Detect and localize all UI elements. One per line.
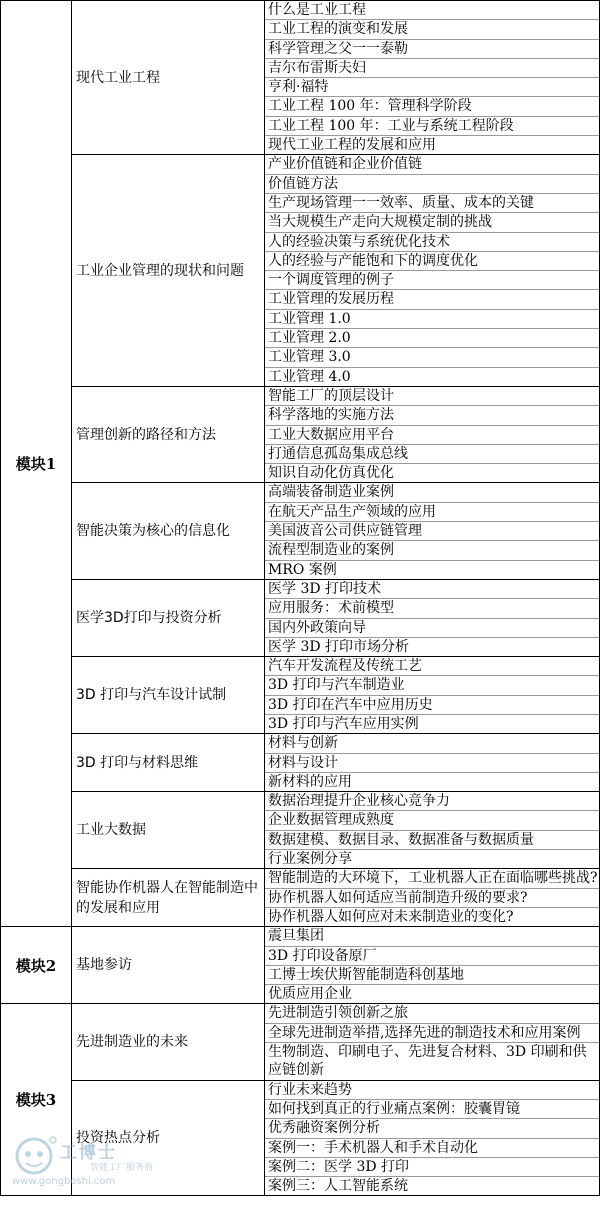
list-item: 案例二：医学 3D 打印 <box>265 1158 599 1177</box>
list-item: 生物制造、印刷电子、先进复合材料、3D 印刷和供应链创新 <box>268 1044 587 1079</box>
list-item: 应用服务：术前模型 <box>265 599 599 618</box>
topic-items <box>265 792 600 869</box>
list-item: 案例一：手术机器人和手术自动化 <box>265 1139 599 1158</box>
list-item: 吉尔布雷斯夫妇 <box>265 59 599 78</box>
list-item: 知识自动化仿真优化 <box>268 465 394 482</box>
topic-title: 先进制造业的未来 <box>72 1004 265 1080</box>
list-item: 产业价值链和企业价值链 <box>265 155 599 174</box>
table-row <box>1 792 600 869</box>
list-item: 智能制造的大环境下，工业机器人正在面临哪些挑战? <box>265 869 599 888</box>
list-item: 工业管理 4.0 <box>268 368 351 385</box>
list-item: 医学 3D 打印市场分析 <box>268 638 410 655</box>
list-item: 3D 打印设备原厂 <box>265 947 599 966</box>
list-item: 协作机器人如何应对未来制造业的变化? <box>268 908 514 925</box>
topic-title: 智能协作机器人在智能制造中的发展和应用 <box>72 869 265 927</box>
list-item: 打通信息孤岛集成总线 <box>265 445 599 464</box>
table-row <box>1 869 600 927</box>
module-label: 模块1 <box>1 1 72 927</box>
list-item: 新材料的应用 <box>268 773 352 790</box>
list-item: 工业管理的发展历程 <box>265 290 599 309</box>
list-item: 优秀融资案例分析 <box>265 1119 599 1138</box>
topic-title: 3D 打印与材料思维 <box>72 734 265 792</box>
list-item: 全球先进制造举措,选择先进的制造技术和应用案例 <box>265 1024 599 1043</box>
list-item: 工博士埃伏斯智能制造科创基地 <box>265 966 599 985</box>
list-item: 人的经验决策与系统优化技术 <box>265 233 599 252</box>
topic-title: 3D 打印与汽车设计试制 <box>72 657 265 734</box>
topic-items <box>265 1004 600 1080</box>
list-item: 材料与设计 <box>265 754 599 773</box>
table-row <box>1 386 600 482</box>
list-item: 行业案例分享 <box>268 851 352 868</box>
list-item: 工业工程 100 年：管理科学阶段 <box>265 97 599 116</box>
module-label: 模块3 <box>1 1004 72 1196</box>
table-row <box>1 1080 600 1196</box>
list-item: 工业管理 3.0 <box>265 348 599 367</box>
list-item: 3D 打印与汽车制造业 <box>265 676 599 695</box>
topic-items <box>265 1 600 155</box>
topic-items <box>265 155 600 387</box>
table-row <box>1 579 600 656</box>
module-label: 模块2 <box>1 927 72 1004</box>
list-item: 现代工业工程的发展和应用 <box>268 137 436 154</box>
topic-items <box>265 579 600 656</box>
list-item: 什么是工业工程 <box>265 1 599 20</box>
topic-title: 现代工业工程 <box>72 1 265 155</box>
list-item: 科学落地的实施方法 <box>265 406 599 425</box>
list-item: 美国波音公司供应链管理 <box>265 522 599 541</box>
table-row <box>1 483 600 579</box>
watermark-tagline: 智能工厂服务商 <box>90 1163 154 1173</box>
list-item: 在航天产品生产领域的应用 <box>265 503 599 522</box>
table-row <box>1 1004 600 1080</box>
list-item: 流程型制造业的案例 <box>265 541 599 560</box>
list-item: 高端装备制造业案例 <box>265 483 599 502</box>
topic-title: 工业大数据 <box>72 792 265 869</box>
topic-items <box>265 657 600 734</box>
table-row <box>1 1 600 155</box>
table-row <box>1 734 600 792</box>
list-item: 如何找到真正的行业痛点案例：胶囊胃镜 <box>265 1100 599 1119</box>
topic-title: 医学3D打印与投资分析 <box>72 579 265 656</box>
list-item: 工业大数据应用平台 <box>265 426 599 445</box>
table-row <box>1 155 600 387</box>
list-item: 震旦集团 <box>265 927 599 946</box>
list-item: 企业数据管理成熟度 <box>265 811 599 830</box>
list-item: 工业管理 2.0 <box>265 329 599 348</box>
watermark-url: www.gongboshi.com <box>12 1176 116 1187</box>
list-item: 人的经验与产能饱和下的调度优化 <box>265 252 599 271</box>
list-item: 先进制造引领创新之旅 <box>265 1004 599 1023</box>
list-item: 汽车开发流程及传统工艺 <box>265 657 599 676</box>
list-item: 国内外政策向导 <box>265 619 599 638</box>
topic-items <box>265 927 600 1004</box>
topic-title: 工业企业管理的现状和问题 <box>72 155 265 387</box>
topic-title: 投资热点分析 <box>72 1080 265 1196</box>
table-row <box>1 927 600 1004</box>
list-item: 生产现场管理一一效率、质量、成本的关键 <box>265 194 599 213</box>
list-item: 工业工程 100 年：工业与系统工程阶段 <box>265 117 599 136</box>
topic-items <box>265 1080 600 1196</box>
list-item: 工业工程的演变和发展 <box>265 20 599 39</box>
list-item: 3D 打印在汽车中应用历史 <box>265 696 599 715</box>
list-item: 协作机器人如何适应当前制造升级的要求? <box>265 889 599 908</box>
list-item: 医学 3D 打印技术 <box>265 580 599 599</box>
list-item: 材料与创新 <box>265 734 599 753</box>
list-item: 数据治理提升企业核心竞争力 <box>265 792 599 811</box>
list-item: 科学管理之父一一泰勒 <box>265 40 599 59</box>
topic-items <box>265 734 600 792</box>
topic-title: 基地参访 <box>72 927 265 1004</box>
list-item: 亨利·福特 <box>265 78 599 97</box>
table-row <box>1 657 600 734</box>
list-item: 智能工厂的顶层设计 <box>265 387 599 406</box>
watermark-brand: 工博士 <box>60 1143 117 1163</box>
topic-title: 智能决策为核心的信息化 <box>72 483 265 579</box>
list-item: 价值链方法 <box>265 175 599 194</box>
list-item: 数据建模、数据目录、数据准备与数据质量 <box>265 831 599 850</box>
course-outline-body <box>1 1 600 1196</box>
list-item: 优质应用企业 <box>268 986 352 1003</box>
list-item: 行业未来趋势 <box>265 1081 599 1100</box>
list-item: MRO 案例 <box>268 561 337 578</box>
topic-items <box>265 869 600 927</box>
topic-items <box>265 483 600 579</box>
list-item: 一个调度管理的例子 <box>265 271 599 290</box>
topic-items <box>265 386 600 482</box>
list-item: 案例三：人工智能系统 <box>268 1178 408 1195</box>
topic-title: 管理创新的路径和方法 <box>72 386 265 482</box>
list-item: 3D 打印与汽车应用实例 <box>268 715 419 732</box>
list-item: 工业管理 1.0 <box>265 310 599 329</box>
list-item: 当大规模生产走向大规模定制的挑战 <box>265 213 599 232</box>
